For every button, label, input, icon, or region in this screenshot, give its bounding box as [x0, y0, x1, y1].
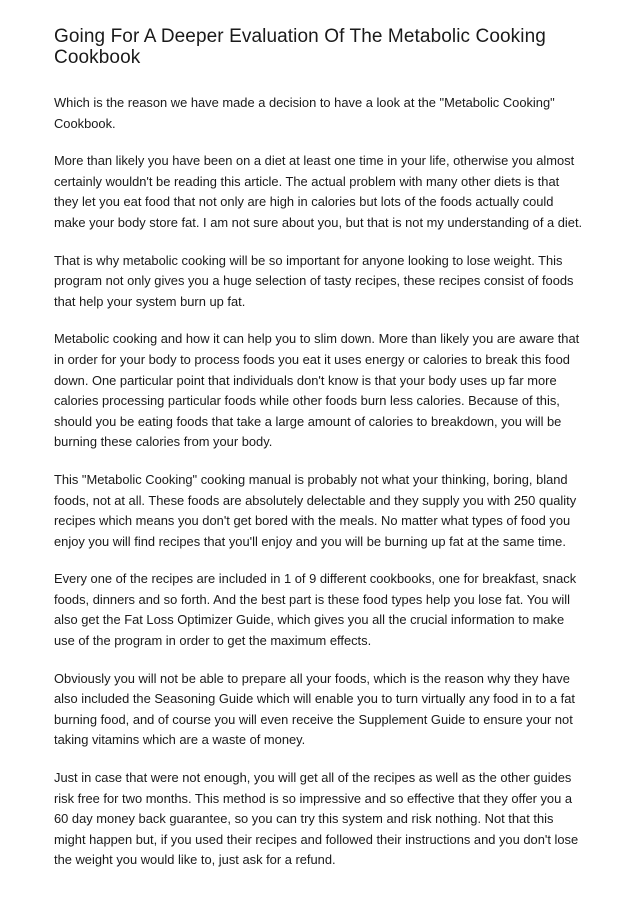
- paragraph-importance: That is why metabolic cooking will be so important for anyone looking to lose weight. This program not only gives you a huge selection of tasty recipes, these recipes consist of foods that help your system burn up fat.: [54, 252, 574, 309]
- spacer: [54, 751, 584, 768]
- spacer: [54, 234, 584, 251]
- spacer: [54, 134, 584, 151]
- paragraph-how-it-helps: Metabolic cooking and how it can help you to slim down. More than likely you are aware that in order for your body to process foods you eat it uses energy or calories to break this food down. One particular point that individuals don't know is that your body uses up far more calories processing particular foods while other foods burn less calories. Because of this, should you be eating foods that take a large amount of calories to breakdown, you will be burning these calories from your body.: [54, 331, 580, 450]
- paragraph-guarantee: Just in case that were not enough, you will get all of the recipes as well as the other guides risk free for two months. This method is so impressive and so effective that they offer you a 60 day money back guarantee, so you can try this system and risk nothing. Not that this might happen but, if you used their recipes and followed their instructions and you don't lose the weight you would like to, just ask for a refund.: [54, 770, 579, 868]
- paragraph-recipes: This "Metabolic Cooking" cooking manual is probably not what your thinking, boring, bland foods, not at all. These foods are absolutely delectable and they supply you with 250 quality recipes which means you don't get bored with the meals. No matter what types of food you enjoy you will find recipes that you'll enjoy and you will be burning up fat at the same time.: [54, 471, 577, 549]
- spacer: [54, 68, 584, 93]
- page-title: Going For A Deeper Evaluation Of The Metabolic Cooking Cookbook: [54, 26, 546, 68]
- paragraph-diets: More than likely you have been on a diet at least one time in your life, otherwise you almost certainly wouldn't be reading this article. The actual problem with many other diets is that they let you eat food that not only are high in calories but lots of the foods actually could make your body store fat. I am not sure about you, but that is not my understanding of a diet.: [54, 153, 583, 230]
- document-page: [54, 26, 584, 871]
- spacer: [54, 652, 584, 669]
- spacer: [54, 453, 584, 470]
- spacer: [54, 552, 584, 569]
- spacer: [54, 312, 584, 329]
- paragraph-guides: Obviously you will not be able to prepare all your foods, which is the reason why they have also included the Seasoning Guide which will enable you to turn virtually any food in to a fat burning food, and of course you will even receive the Supplement Guide to ensure your not taking vitamins which are a waste of money.: [54, 670, 575, 748]
- paragraph-cookbooks: Every one of the recipes are included in 1 of 9 different cookbooks, one for breakfast, snack foods, dinners and so forth. And the best part is these food types help you lose fat. You will also get the Fat Loss Optimizer Guide, which gives you all the crucial information to make use of the program in order to get the maximum effects.: [54, 571, 577, 649]
- paragraph-intro: Which is the reason we have made a decision to have a look at the "Metabolic Cooking" Cookbook.: [54, 95, 555, 131]
